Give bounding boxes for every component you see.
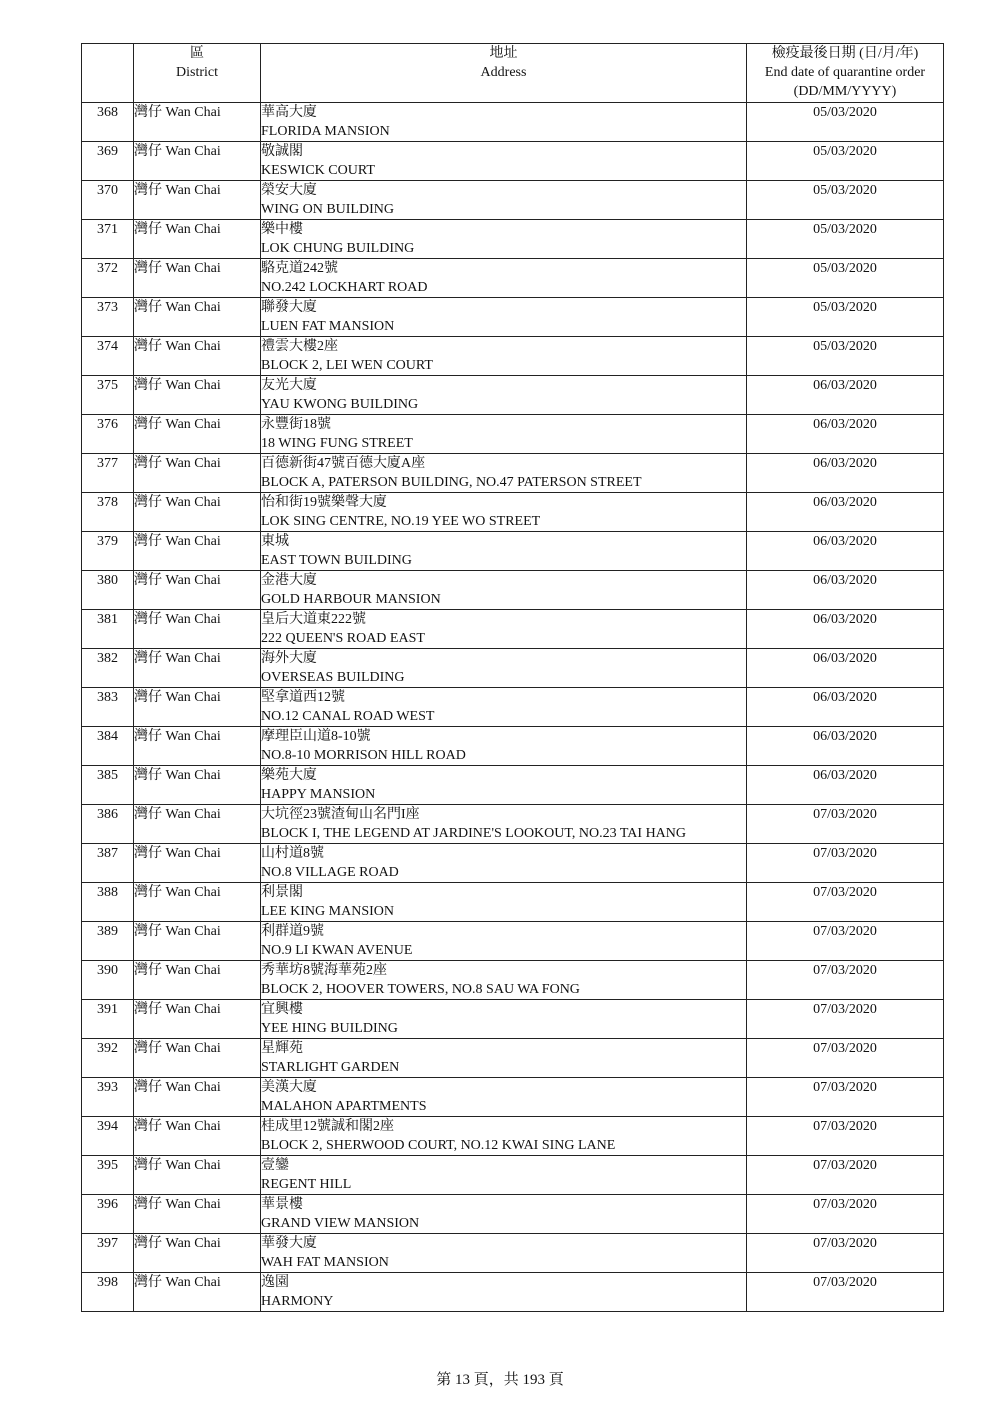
table-row <box>82 727 944 766</box>
table-row <box>82 1234 944 1273</box>
table-row <box>82 1078 944 1117</box>
table-row <box>82 142 944 181</box>
address-zh: 皇后大道東222號 <box>261 612 366 627</box>
row-address <box>261 805 747 844</box>
table-row <box>82 103 944 142</box>
table-row <box>82 415 944 454</box>
table-row <box>82 1117 944 1156</box>
row-end-date: 06/03/2020 <box>747 766 944 805</box>
row-number: 397 <box>82 1234 134 1273</box>
row-address <box>261 376 747 415</box>
row-address <box>261 571 747 610</box>
row-end-date: 05/03/2020 <box>747 142 944 181</box>
row-number: 398 <box>82 1273 134 1312</box>
address-en: LOK SING CENTRE, NO.19 YEE WO STREET <box>261 514 541 529</box>
row-end-date: 06/03/2020 <box>747 571 944 610</box>
address-zh: 利景閣 <box>261 885 303 900</box>
address-en: WING ON BUILDING <box>261 202 394 217</box>
row-address <box>261 415 747 454</box>
row-address <box>261 181 747 220</box>
header-address-zh: 地址 <box>489 46 518 61</box>
row-address <box>261 454 747 493</box>
row-district: 灣仔 Wan Chai <box>134 805 261 844</box>
address-en: BLOCK 2, LEI WEN COURT <box>261 358 433 373</box>
address-zh: 星輝苑 <box>261 1041 303 1056</box>
row-number: 370 <box>82 181 134 220</box>
row-number: 371 <box>82 220 134 259</box>
address-en: LUEN FAT MANSION <box>261 319 395 334</box>
row-address <box>261 649 747 688</box>
table-row <box>82 1195 944 1234</box>
address-en: HAPPY MANSION <box>261 787 376 802</box>
address-zh: 百德新街47號百德大廈A座 <box>261 456 426 471</box>
row-address <box>261 1234 747 1273</box>
row-number: 395 <box>82 1156 134 1195</box>
row-number: 374 <box>82 337 134 376</box>
row-number: 388 <box>82 883 134 922</box>
address-zh: 華景樓 <box>261 1197 303 1212</box>
address-zh: 秀華坊8號海華苑2座 <box>261 963 387 978</box>
table-row <box>82 1039 944 1078</box>
table-row <box>82 1273 944 1312</box>
row-district: 灣仔 Wan Chai <box>134 649 261 688</box>
header-end-date <box>747 44 944 103</box>
address-en: 18 WING FUNG STREET <box>261 436 413 451</box>
table-row <box>82 688 944 727</box>
row-address <box>261 1078 747 1117</box>
row-district: 灣仔 Wan Chai <box>134 220 261 259</box>
row-number: 386 <box>82 805 134 844</box>
table-row <box>82 220 944 259</box>
row-address <box>261 1000 747 1039</box>
row-address <box>261 1039 747 1078</box>
address-en: BLOCK I, THE LEGEND AT JARDINE'S LOOKOUT, NO.23 TAI HANG <box>261 826 687 841</box>
row-end-date: 06/03/2020 <box>747 610 944 649</box>
row-number: 394 <box>82 1117 134 1156</box>
table-row <box>82 610 944 649</box>
row-address <box>261 220 747 259</box>
header-date-en: End date of quarantine order <box>764 65 926 80</box>
table-row <box>82 337 944 376</box>
row-end-date: 05/03/2020 <box>747 220 944 259</box>
row-number: 390 <box>82 961 134 1000</box>
row-end-date: 07/03/2020 <box>747 883 944 922</box>
table-row <box>82 922 944 961</box>
row-district: 灣仔 Wan Chai <box>134 415 261 454</box>
row-number: 392 <box>82 1039 134 1078</box>
row-address <box>261 961 747 1000</box>
row-address <box>261 766 747 805</box>
address-en: NO.8 VILLAGE ROAD <box>261 865 399 880</box>
address-en: BLOCK A, PATERSON BUILDING, NO.47 PATERSON STREET <box>261 475 642 490</box>
address-zh: 桂成里12號誠和閣2座 <box>261 1119 394 1134</box>
address-en: MALAHON APARTMENTS <box>261 1099 427 1114</box>
address-en: EAST TOWN BUILDING <box>261 553 412 568</box>
table-row <box>82 454 944 493</box>
address-zh: 壹鑾 <box>261 1158 289 1173</box>
row-address <box>261 103 747 142</box>
address-en: GOLD HARBOUR MANSION <box>261 592 441 607</box>
address-en: LEE KING MANSION <box>261 904 394 919</box>
row-number: 379 <box>82 532 134 571</box>
row-district: 灣仔 Wan Chai <box>134 532 261 571</box>
row-end-date: 07/03/2020 <box>747 922 944 961</box>
row-end-date: 05/03/2020 <box>747 298 944 337</box>
table-row <box>82 571 944 610</box>
row-district: 灣仔 Wan Chai <box>134 1078 261 1117</box>
row-end-date: 05/03/2020 <box>747 337 944 376</box>
row-address <box>261 142 747 181</box>
row-district: 灣仔 Wan Chai <box>134 1195 261 1234</box>
row-end-date: 07/03/2020 <box>747 805 944 844</box>
row-district: 灣仔 Wan Chai <box>134 610 261 649</box>
row-address <box>261 727 747 766</box>
row-address <box>261 1117 747 1156</box>
row-number: 384 <box>82 727 134 766</box>
row-number: 373 <box>82 298 134 337</box>
address-en: REGENT HILL <box>261 1177 352 1192</box>
address-en: YAU KWONG BUILDING <box>261 397 419 412</box>
row-number: 396 <box>82 1195 134 1234</box>
row-address <box>261 1156 747 1195</box>
row-number: 372 <box>82 259 134 298</box>
row-end-date: 06/03/2020 <box>747 649 944 688</box>
address-en: YEE HING BUILDING <box>261 1021 398 1036</box>
row-district: 灣仔 Wan Chai <box>134 1234 261 1273</box>
address-zh: 華發大廈 <box>261 1236 317 1251</box>
row-end-date: 06/03/2020 <box>747 727 944 766</box>
row-district: 灣仔 Wan Chai <box>134 1039 261 1078</box>
row-address <box>261 844 747 883</box>
table-row <box>82 493 944 532</box>
address-zh: 榮安大廈 <box>261 183 317 198</box>
row-end-date: 06/03/2020 <box>747 415 944 454</box>
row-end-date: 07/03/2020 <box>747 1000 944 1039</box>
row-address <box>261 610 747 649</box>
row-end-date: 07/03/2020 <box>747 1195 944 1234</box>
table-row <box>82 376 944 415</box>
table-row <box>82 181 944 220</box>
address-zh: 山村道8號 <box>261 846 324 861</box>
address-en: HARMONY <box>261 1294 334 1309</box>
table-row <box>82 649 944 688</box>
table-body <box>82 103 944 1312</box>
row-district: 灣仔 Wan Chai <box>134 259 261 298</box>
address-zh: 怡和街19號樂聲大廈 <box>261 495 387 510</box>
row-address <box>261 1273 747 1312</box>
row-number: 369 <box>82 142 134 181</box>
row-end-date: 07/03/2020 <box>747 1273 944 1312</box>
address-en: NO.9 LI KWAN AVENUE <box>261 943 413 958</box>
address-zh: 敬誠閣 <box>261 144 303 159</box>
table-row <box>82 298 944 337</box>
row-address <box>261 922 747 961</box>
row-number: 375 <box>82 376 134 415</box>
address-zh: 聯發大廈 <box>261 300 317 315</box>
table-row <box>82 883 944 922</box>
row-end-date: 05/03/2020 <box>747 181 944 220</box>
address-zh: 樂中樓 <box>261 222 303 237</box>
address-zh: 禮雲大樓2座 <box>261 339 338 354</box>
address-en: NO.242 LOCKHART ROAD <box>261 280 428 295</box>
row-address <box>261 259 747 298</box>
table-row <box>82 961 944 1000</box>
row-district: 灣仔 Wan Chai <box>134 571 261 610</box>
address-en: NO.8-10 MORRISON HILL ROAD <box>261 748 466 763</box>
quarantine-table <box>81 43 944 1312</box>
address-en: BLOCK 2, HOOVER TOWERS, NO.8 SAU WA FONG <box>261 982 580 997</box>
row-end-date: 07/03/2020 <box>747 961 944 1000</box>
address-en: OVERSEAS BUILDING <box>261 670 405 685</box>
row-end-date: 06/03/2020 <box>747 688 944 727</box>
address-zh: 堅拿道西12號 <box>261 690 345 705</box>
row-district: 灣仔 Wan Chai <box>134 454 261 493</box>
header-address-en: Address <box>480 65 527 80</box>
table-row <box>82 766 944 805</box>
header-date-zh: 檢疫最後日期 (日/月/年) <box>771 46 919 61</box>
row-district: 灣仔 Wan Chai <box>134 688 261 727</box>
address-zh: 逸園 <box>261 1275 289 1290</box>
row-district: 灣仔 Wan Chai <box>134 181 261 220</box>
row-address <box>261 532 747 571</box>
row-address <box>261 688 747 727</box>
row-district: 灣仔 Wan Chai <box>134 142 261 181</box>
row-end-date: 07/03/2020 <box>747 1234 944 1273</box>
header-district-en: District <box>176 65 218 80</box>
row-end-date: 05/03/2020 <box>747 259 944 298</box>
row-district: 灣仔 Wan Chai <box>134 1117 261 1156</box>
address-en: FLORIDA MANSION <box>261 124 390 139</box>
address-zh: 大坑徑23號渣甸山名門I座 <box>261 807 420 822</box>
row-district: 灣仔 Wan Chai <box>134 1000 261 1039</box>
address-zh: 華高大廈 <box>261 105 317 120</box>
address-en: WAH FAT MANSION <box>261 1255 389 1270</box>
header-district-zh: 區 <box>190 46 204 61</box>
row-district: 灣仔 Wan Chai <box>134 376 261 415</box>
row-district: 灣仔 Wan Chai <box>134 1273 261 1312</box>
row-number: 385 <box>82 766 134 805</box>
address-en: LOK CHUNG BUILDING <box>261 241 415 256</box>
row-district: 灣仔 Wan Chai <box>134 337 261 376</box>
row-number: 387 <box>82 844 134 883</box>
row-end-date: 05/03/2020 <box>747 103 944 142</box>
address-zh: 友光大廈 <box>261 378 317 393</box>
address-en: STARLIGHT GARDEN <box>261 1060 400 1075</box>
table-row <box>82 259 944 298</box>
address-zh: 樂苑大廈 <box>261 768 317 783</box>
row-number: 368 <box>82 103 134 142</box>
row-end-date: 07/03/2020 <box>747 1039 944 1078</box>
header-district <box>134 44 261 103</box>
table-row <box>82 1156 944 1195</box>
table-row <box>82 1000 944 1039</box>
row-district: 灣仔 Wan Chai <box>134 298 261 337</box>
table-row <box>82 532 944 571</box>
address-zh: 宜興樓 <box>261 1002 303 1017</box>
address-zh: 海外大廈 <box>261 651 317 666</box>
row-district: 灣仔 Wan Chai <box>134 493 261 532</box>
row-end-date: 06/03/2020 <box>747 376 944 415</box>
address-en: KESWICK COURT <box>261 163 375 178</box>
row-number: 381 <box>82 610 134 649</box>
address-zh: 美漢大廈 <box>261 1080 317 1095</box>
page-number: 第 13 頁，共 193 頁 <box>436 1372 564 1388</box>
table-row <box>82 805 944 844</box>
address-en: GRAND VIEW MANSION <box>261 1216 420 1231</box>
address-zh: 駱克道242號 <box>261 261 338 276</box>
row-number: 383 <box>82 688 134 727</box>
header-address <box>261 44 747 103</box>
row-end-date: 07/03/2020 <box>747 844 944 883</box>
row-district: 灣仔 Wan Chai <box>134 766 261 805</box>
row-end-date: 07/03/2020 <box>747 1078 944 1117</box>
row-district: 灣仔 Wan Chai <box>134 1156 261 1195</box>
address-zh: 利群道9號 <box>261 924 324 939</box>
header-date-format: (DD/MM/YYYY) <box>793 84 897 99</box>
row-number: 389 <box>82 922 134 961</box>
row-number: 393 <box>82 1078 134 1117</box>
row-end-date: 06/03/2020 <box>747 493 944 532</box>
address-zh: 金港大廈 <box>261 573 317 588</box>
row-district: 灣仔 Wan Chai <box>134 103 261 142</box>
row-number: 382 <box>82 649 134 688</box>
address-zh: 東城 <box>261 534 289 549</box>
row-end-date: 06/03/2020 <box>747 454 944 493</box>
row-address <box>261 298 747 337</box>
row-address <box>261 337 747 376</box>
row-number: 380 <box>82 571 134 610</box>
table-header <box>82 44 944 103</box>
row-end-date: 07/03/2020 <box>747 1117 944 1156</box>
row-end-date: 07/03/2020 <box>747 1156 944 1195</box>
row-number: 391 <box>82 1000 134 1039</box>
address-en: NO.12 CANAL ROAD WEST <box>261 709 435 724</box>
row-district: 灣仔 Wan Chai <box>134 727 261 766</box>
row-district: 灣仔 Wan Chai <box>134 883 261 922</box>
table-row <box>82 844 944 883</box>
row-district: 灣仔 Wan Chai <box>134 844 261 883</box>
address-zh: 永豐街18號 <box>261 417 331 432</box>
row-address <box>261 493 747 532</box>
address-zh: 摩理臣山道8-10號 <box>261 729 371 744</box>
row-number: 377 <box>82 454 134 493</box>
header-number <box>82 44 134 103</box>
row-district: 灣仔 Wan Chai <box>134 922 261 961</box>
row-district: 灣仔 Wan Chai <box>134 961 261 1000</box>
address-en: BLOCK 2, SHERWOOD COURT, NO.12 KWAI SING LANE <box>261 1138 616 1153</box>
row-address <box>261 883 747 922</box>
row-end-date: 06/03/2020 <box>747 532 944 571</box>
row-address <box>261 1195 747 1234</box>
address-en: 222 QUEEN'S ROAD EAST <box>261 631 425 646</box>
row-number: 376 <box>82 415 134 454</box>
row-number: 378 <box>82 493 134 532</box>
